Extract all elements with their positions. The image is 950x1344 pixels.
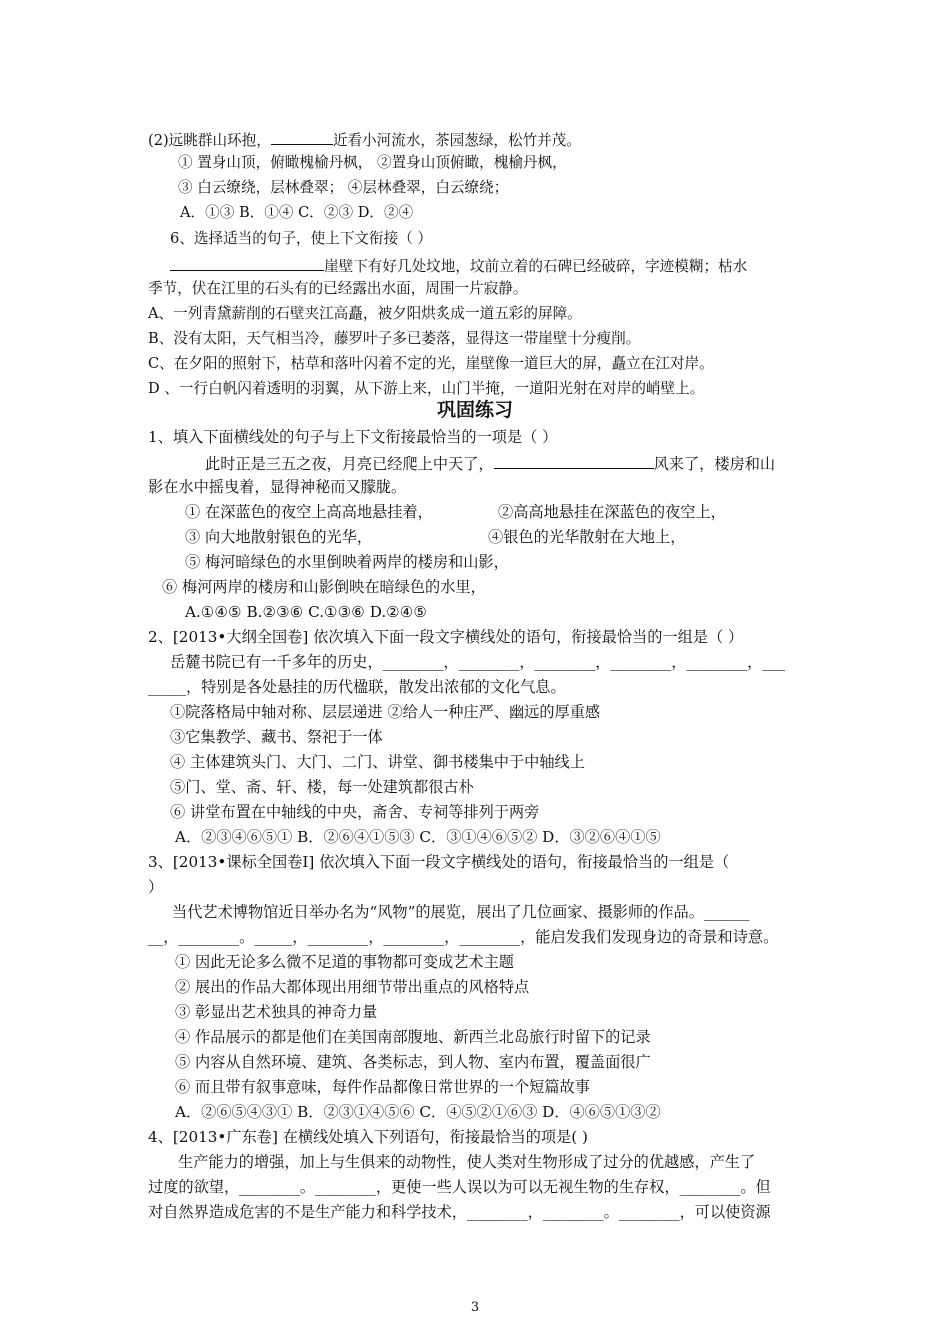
p2-option-3: ③它集教学、藏书、祭祀于一体: [170, 728, 383, 746]
p1-option-1: ① 在深蓝色的夜空上高高地悬挂着，: [185, 503, 433, 521]
q2-answers: A．①③ B．①④ C．②③ D．②④: [180, 204, 414, 221]
p4-text-line1: 生产能力的增强，加上与生俱来的动物性，使人类对生物形成了过分的优越感，产生了: [178, 1153, 756, 1171]
p1-answers: A.①④⑤ B.②③⑥ C.①③⑥ D.②④⑤: [185, 603, 428, 621]
p2-option-5: ⑤门、堂、斋、轩、楼，每一处建筑都很古朴: [170, 778, 474, 796]
page-number: 3: [470, 1300, 480, 1315]
p4-stem: 4、[2013•广东卷] 在横线处填入下列语句，衔接最恰当的项是( ): [148, 1128, 588, 1146]
q6-option-b: B、没有太阳，天气相当冷，藤罗叶子多已萎落，显得这一带崖壁十分瘦削。: [148, 330, 641, 347]
p2-stem: 2、[2013•大纲全国卷] 依次填入下面一段文字横线处的语句，衔接最恰当的一组是（ ）: [148, 628, 744, 646]
q6-text-line2: 季节，伏在江里的石头有的已经露出水面，周围一片寂静。: [148, 280, 528, 297]
p1-option-6: ⑥ 梅河两岸的楼房和山影倒映在暗绿色的水里，: [162, 578, 486, 596]
q2-stem-a: (2)远眺群山环抱，: [148, 132, 271, 149]
q2-blank[interactable]: [271, 128, 333, 145]
p1-stem: 1、填入下面横线处的句子与上下文衔接最恰当的一项是（ ）: [148, 428, 558, 446]
p3-option-6: ⑥ 而且带有叙事意味，每件作品都像日常世界的一个短篇故事: [175, 1078, 590, 1096]
p4-text-line2: 过度的欲望，________。________，更使一些人误以为可以无视生物的生存权，________。但: [148, 1178, 771, 1196]
p1-option-2: ②高高地悬挂在深蓝色的夜空上，: [498, 503, 726, 521]
p3-stem-line1: 3、[2013•课标全国卷Ⅰ] 依次填入下面一段文字横线处的语句，衔接最恰当的一组是（: [148, 853, 730, 871]
p2-option-6: ⑥ 讲堂布置在中轴线的中央，斋舍、专祠等排列于两旁: [170, 803, 540, 821]
p4-text-line3: 对自然界造成危害的不是生产能力和科学技术，________，________。________，可以使资源: [148, 1203, 771, 1221]
section-title: 巩固练习: [436, 399, 513, 421]
p3-option-4: ④ 作品展示的都是他们在美国南部腹地、新西兰北岛旅行时留下的记录: [175, 1028, 651, 1046]
p2-answers: A．②③④⑥⑤① B．②⑥④①⑤③ C．③①④⑥⑤② D．③②⑥④①⑤: [175, 828, 661, 846]
p3-option-5: ⑤ 内容从自然环境、建筑、各类标志，到人物、室内布置，覆盖面很广: [175, 1053, 651, 1071]
q6-option-a: A、一列青黛薪削的石壁夹江高矗，被夕阳烘炙成一道五彩的屏障。: [148, 305, 582, 322]
p3-text-line1: 当代艺术博物馆近日举办名为“风物”的展览，展出了几位画家、摄影师的作品。______: [172, 903, 750, 921]
p3-option-3: ③ 彰显出艺术独具的神奇力量: [175, 1003, 378, 1021]
p3-option-2: ② 展出的作品大都体现出用细节带出重点的风格特点: [175, 978, 530, 996]
p3-answers: A．②⑥⑤④③① B．②③①④⑤⑥ C．④⑤②①⑥③ D．④⑥⑤①③②: [175, 1103, 661, 1121]
p1-option-5: ⑤ 梅河暗绿色的水里倒映着两岸的楼房和山影，: [185, 553, 509, 571]
p1-option-3: ③ 向大地散射银色的光华，: [185, 528, 373, 546]
p2-text-line1: 岳麓书院已有一千多年的历史，________，________，________，________，________，___: [170, 653, 786, 671]
q6-stem: 6、选择适当的句子，使上下文衔接（ ）: [170, 230, 433, 247]
p1-option-4: ④银色的光华散射在大地上，: [488, 528, 686, 546]
p2-option-4: ④ 主体建筑头门、大门、二门、讲堂、御书楼集中于中轴线上: [170, 753, 585, 771]
q2-options-row2: ③ 白云缭绕，层林叠翠； ④层林叠翠，白云缭绕；: [178, 179, 509, 196]
p3-option-1: ① 因此无论多么微不足道的事物都可变成艺术主题: [175, 953, 514, 971]
q2-stem-b: 近看小河流水，茶园葱绿，松竹并茂。: [332, 132, 581, 149]
p1-text-a: 此时正是三五之夜，月亮已经爬上中天了，: [205, 455, 494, 473]
p1-text-line1: [205, 452, 775, 474]
q6-text-a: 崖壁下有好几处坟地，坟前立着的石碑已经破碎，字迹模糊；枯水: [324, 258, 748, 275]
p3-text-line2: __，________。_____，________，________，________，能启发我们发现身边的奇景和诗意。: [148, 928, 779, 946]
q6-option-c: C、在夕阳的照射下，枯草和落叶闪着不定的光，崖壁像一道巨大的屏，矗立在江对岸。: [148, 355, 714, 372]
p2-options-row1: ①院落格局中轴对称、层层递进 ②给人一种庄严、幽远的厚重感: [170, 703, 601, 721]
p3-stem-line2: ）: [148, 878, 164, 896]
p1-text-line2: 影在水中摇曳着，显得神秘而又朦胧。: [148, 478, 407, 496]
p2-text-line2: _____，特别是各处悬挂的历代楹联，散发出浓郁的文化气息。: [148, 678, 566, 696]
q6-text-line1: [170, 254, 747, 277]
q2-stem: [148, 128, 581, 151]
p1-blank[interactable]: [494, 452, 654, 469]
p1-text-b: 风来了，楼房和山: [653, 455, 776, 473]
q6-option-d: D 、一行白帆闪着透明的羽翼，从下游上来，山门半掩，一道阳光射在对岸的峭壁上。: [148, 380, 705, 397]
q6-blank[interactable]: [170, 254, 324, 271]
q2-options-row1: ① 置身山顶，俯瞰槐榆丹枫， ②置身山顶俯瞰，槐榆丹枫，: [178, 154, 567, 171]
